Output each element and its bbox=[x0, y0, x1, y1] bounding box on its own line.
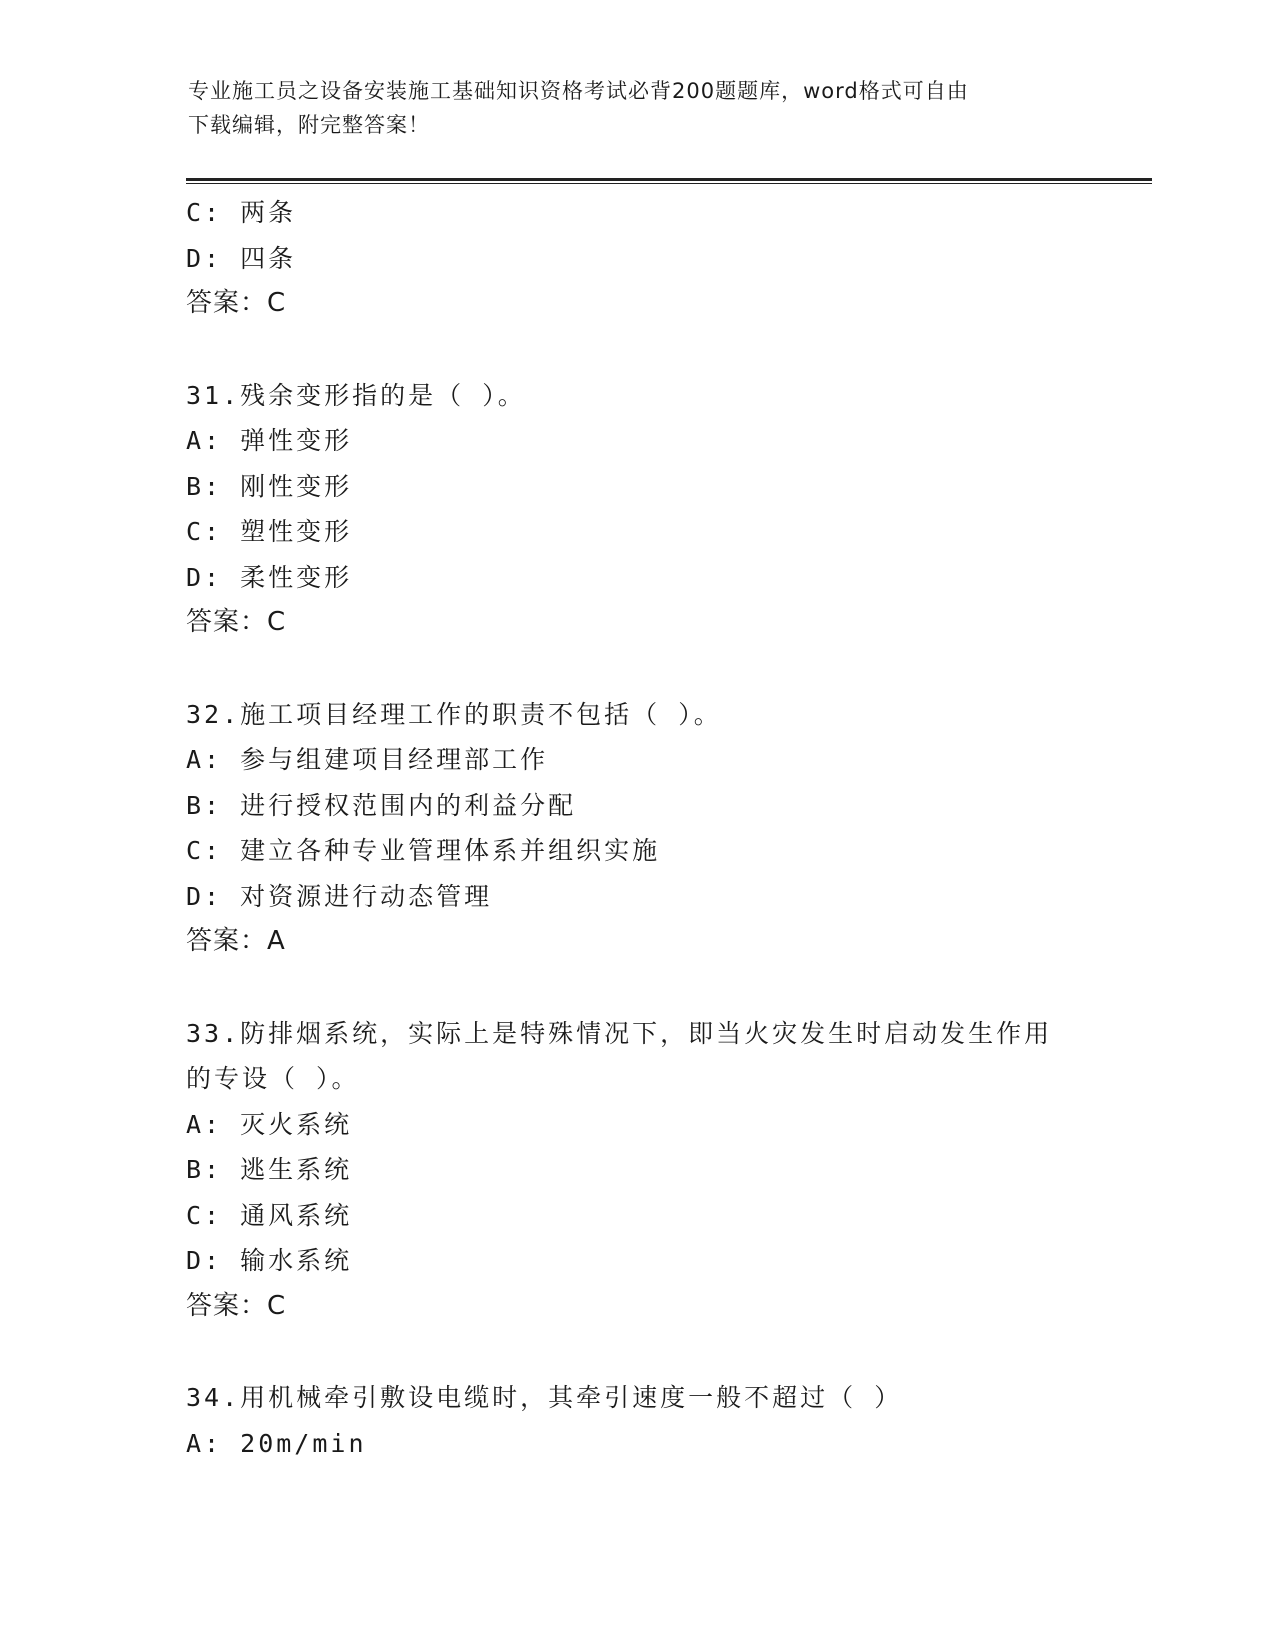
header-line-1: 专业施工员之设备安装施工基础知识资格考试必背200题题库，word格式可自由 bbox=[188, 79, 969, 103]
header-divider-thick bbox=[186, 178, 1152, 181]
question-33 bbox=[186, 1011, 1152, 1330]
option-a: A: 弹性变形 bbox=[186, 426, 353, 455]
option-a: A: 参与组建项目经理部工作 bbox=[186, 745, 549, 774]
option-d: D: 对资源进行动态管理 bbox=[186, 881, 493, 911]
option-a: A: 20m/min bbox=[186, 1428, 367, 1458]
option-b: B: 进行授权范围内的利益分配 bbox=[186, 790, 577, 820]
option-a: A: 灭火系统 bbox=[186, 1109, 353, 1139]
option-d: D: 柔性变形 bbox=[186, 562, 353, 592]
question-stem-line-1: 33.防排烟系统，实际上是特殊情况下，即当火灾发生时启动发生作用 bbox=[186, 1018, 1053, 1048]
question-31 bbox=[186, 373, 1152, 646]
question-stem-line-2: 的专设（ ）。 bbox=[186, 1064, 360, 1093]
question-stem: 31.残余变形指的是（ ）。 bbox=[186, 380, 526, 410]
option-c: C: 通风系统 bbox=[186, 1200, 353, 1230]
option-b: B: 刚性变形 bbox=[186, 471, 353, 501]
option-c: C: 两条 bbox=[186, 198, 297, 227]
header-line-2: 下载编辑，附完整答案！ bbox=[188, 113, 430, 137]
option-b: B: 逃生系统 bbox=[186, 1155, 353, 1184]
question-list bbox=[186, 190, 1152, 1466]
document-header bbox=[188, 74, 1088, 142]
question-stem: 32.施工项目经理工作的职责不包括（ ）。 bbox=[186, 699, 722, 729]
question-32 bbox=[186, 692, 1152, 965]
answer-line: 答案：C bbox=[186, 607, 287, 637]
question-34 bbox=[186, 1375, 1152, 1466]
option-c: C: 建立各种专业管理体系并组织实施 bbox=[186, 836, 661, 865]
question-stem: 34.用机械牵引敷设电缆时，其牵引速度一般不超过（ ） bbox=[186, 1383, 903, 1412]
option-d: D: 输水系统 bbox=[186, 1246, 353, 1275]
answer-line: 答案：C bbox=[186, 288, 287, 318]
answer-line: 答案：C bbox=[186, 1290, 287, 1321]
question-30-continued bbox=[186, 190, 1152, 327]
option-d: D: 四条 bbox=[186, 243, 297, 273]
header-divider-thin bbox=[186, 183, 1152, 184]
option-c: C: 塑性变形 bbox=[186, 517, 353, 546]
answer-line: 答案：A bbox=[186, 926, 286, 956]
